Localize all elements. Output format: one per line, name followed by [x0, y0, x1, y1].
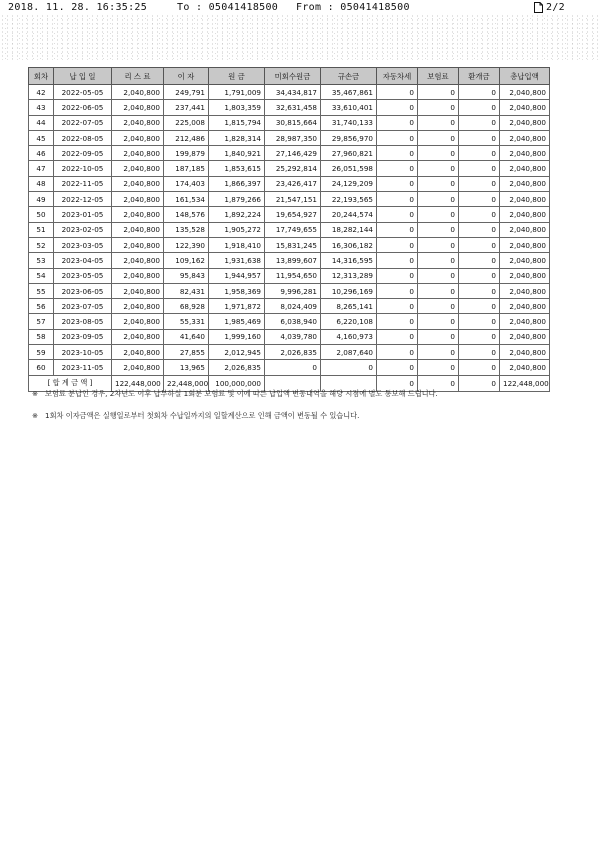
insurance-cell: 0	[418, 100, 459, 115]
car-tax-cell: 0	[377, 115, 418, 130]
fax-from: From : 05041418500	[296, 2, 410, 13]
rule-loss-cell: 31,740,133	[321, 115, 377, 130]
car-tax-cell: 0	[377, 222, 418, 237]
interest-cell: 13,965	[164, 360, 209, 375]
insurance-cell: 0	[418, 283, 459, 298]
unrecovered-principal-cell: 8,024,409	[265, 299, 321, 314]
total-payment-cell: 2,040,800	[500, 192, 550, 207]
insurance-cell: 0	[418, 222, 459, 237]
payment-date-cell: 2023-10-05	[54, 345, 112, 360]
insurance-cell: 0	[418, 130, 459, 145]
table-row	[29, 283, 550, 298]
table-row	[29, 268, 550, 283]
lease-fee-cell: 2,040,800	[112, 237, 164, 252]
header-cell: 회차	[29, 68, 54, 85]
car-tax-cell: 0	[377, 100, 418, 115]
car-tax-cell: 0	[377, 237, 418, 252]
unrecovered-principal-cell: 0	[265, 360, 321, 375]
principal-cell: 1,866,397	[209, 176, 265, 191]
car-tax-cell: 0	[377, 130, 418, 145]
rule-loss-cell: 12,313,289	[321, 268, 377, 283]
refund-cell: 0	[459, 268, 500, 283]
unrecovered-principal-cell: 2,026,835	[265, 345, 321, 360]
total-interest: 22,448,000	[164, 375, 209, 391]
interest-cell: 225,008	[164, 115, 209, 130]
payment-date-cell: 2023-01-05	[54, 207, 112, 222]
rule-loss-cell: 27,960,821	[321, 146, 377, 161]
principal-cell: 1,791,009	[209, 85, 265, 100]
payment-date-cell: 2023-11-05	[54, 360, 112, 375]
table-row	[29, 207, 550, 222]
principal-cell: 1,803,359	[209, 100, 265, 115]
principal-cell: 1,828,314	[209, 130, 265, 145]
car-tax-cell: 0	[377, 85, 418, 100]
rule-loss-cell: 33,610,401	[321, 100, 377, 115]
interest-cell: 135,528	[164, 222, 209, 237]
payment-date-cell: 2022-10-05	[54, 161, 112, 176]
lease-fee-cell: 2,040,800	[112, 268, 164, 283]
total-payment-cell: 2,040,800	[500, 253, 550, 268]
note-mark: ※	[32, 389, 39, 398]
interest-cell: 95,843	[164, 268, 209, 283]
car-tax-cell: 0	[377, 329, 418, 344]
payment-date-cell: 2023-03-05	[54, 237, 112, 252]
rule-loss-cell: 20,244,574	[321, 207, 377, 222]
rule-loss-cell: 14,316,595	[321, 253, 377, 268]
unrecovered-principal-cell: 17,749,655	[265, 222, 321, 237]
header-cell: 납 입 일	[54, 68, 112, 85]
header-cell: 리 스 료	[112, 68, 164, 85]
lease-fee-cell: 2,040,800	[112, 192, 164, 207]
payment-date-cell: 2023-09-05	[54, 329, 112, 344]
principal-cell: 1,971,872	[209, 299, 265, 314]
rule-loss-cell: 18,282,144	[321, 222, 377, 237]
refund-cell: 0	[459, 85, 500, 100]
lease-fee-cell: 2,040,800	[112, 329, 164, 344]
table-row	[29, 130, 550, 145]
interest-cell: 55,331	[164, 314, 209, 329]
principal-cell: 1,892,224	[209, 207, 265, 222]
lease-fee-cell: 2,040,800	[112, 115, 164, 130]
lease-fee-cell: 2,040,800	[112, 100, 164, 115]
installment-no-cell: 49	[29, 192, 54, 207]
car-tax-cell: 0	[377, 268, 418, 283]
table-body	[29, 85, 550, 376]
insurance-cell: 0	[418, 85, 459, 100]
refund-cell: 0	[459, 161, 500, 176]
insurance-cell: 0	[418, 161, 459, 176]
principal-cell: 1,853,615	[209, 161, 265, 176]
rule-loss-cell: 10,296,169	[321, 283, 377, 298]
rule-loss-cell: 6,220,108	[321, 314, 377, 329]
total-payment-cell: 2,040,800	[500, 100, 550, 115]
total-payment-cell: 2,040,800	[500, 360, 550, 375]
rule-loss-cell: 4,160,973	[321, 329, 377, 344]
installment-no-cell: 52	[29, 237, 54, 252]
table-row	[29, 314, 550, 329]
rule-loss-cell: 35,467,861	[321, 85, 377, 100]
insurance-cell: 0	[418, 207, 459, 222]
insurance-cell: 0	[418, 192, 459, 207]
installment-no-cell: 47	[29, 161, 54, 176]
principal-cell: 2,012,945	[209, 345, 265, 360]
fax-to: To : 05041418500	[177, 2, 279, 13]
lease-fee-cell: 2,040,800	[112, 130, 164, 145]
note-text: 1회차 이자금액은 실행일로부터 첫회차 수납일까지의 일할계산으로 인해 금액이 변동될 수 있습니다.	[45, 411, 360, 420]
interest-cell: 187,185	[164, 161, 209, 176]
unrecovered-principal-cell: 28,987,350	[265, 130, 321, 145]
payment-date-cell: 2022-07-05	[54, 115, 112, 130]
table-row	[29, 161, 550, 176]
interest-cell: 199,879	[164, 146, 209, 161]
payment-date-cell: 2022-11-05	[54, 176, 112, 191]
note-text: 보험료 분납인 경우, 2차년도 이후 납부하실 1회분 보험료 및 이에 따른 납입액 변동내역을 해당 시점에 별도 통보해 드립니다.	[45, 389, 438, 398]
lease-fee-cell: 2,040,800	[112, 345, 164, 360]
unrecovered-principal-cell: 27,146,429	[265, 146, 321, 161]
note-insurance	[32, 389, 438, 399]
installment-no-cell: 42	[29, 85, 54, 100]
car-tax-cell: 0	[377, 360, 418, 375]
payment-date-cell: 2023-04-05	[54, 253, 112, 268]
insurance-cell: 0	[418, 176, 459, 191]
total-payment-cell: 2,040,800	[500, 283, 550, 298]
installment-no-cell: 59	[29, 345, 54, 360]
principal-cell: 1,840,921	[209, 146, 265, 161]
lease-fee-cell: 2,040,800	[112, 360, 164, 375]
car-tax-cell: 0	[377, 253, 418, 268]
refund-cell: 0	[459, 360, 500, 375]
table-row	[29, 222, 550, 237]
total-payment-cell: 2,040,800	[500, 222, 550, 237]
total-principal: 100,000,000	[209, 375, 265, 391]
principal-cell: 1,999,160	[209, 329, 265, 344]
principal-cell: 1,985,469	[209, 314, 265, 329]
principal-cell: 1,931,638	[209, 253, 265, 268]
table-row	[29, 329, 550, 344]
lease-fee-cell: 2,040,800	[112, 253, 164, 268]
payment-date-cell: 2022-05-05	[54, 85, 112, 100]
principal-cell: 1,944,957	[209, 268, 265, 283]
payment-date-cell: 2022-06-05	[54, 100, 112, 115]
unrecovered-principal-cell: 19,654,927	[265, 207, 321, 222]
interest-cell: 68,928	[164, 299, 209, 314]
table-row	[29, 253, 550, 268]
total-payment-cell: 2,040,800	[500, 345, 550, 360]
installment-no-cell: 48	[29, 176, 54, 191]
fax-noise-2	[0, 14, 600, 60]
unrecovered-principal-cell: 4,039,780	[265, 329, 321, 344]
unrecovered-principal-cell: 34,434,817	[265, 85, 321, 100]
total-lease: 122,448,000	[112, 375, 164, 391]
unrecovered-principal-cell: 11,954,650	[265, 268, 321, 283]
unrecovered-principal-cell: 9,996,281	[265, 283, 321, 298]
unrecovered-principal-cell: 21,547,151	[265, 192, 321, 207]
total-payment-cell: 2,040,800	[500, 268, 550, 283]
total-payment-cell: 2,040,800	[500, 85, 550, 100]
car-tax-cell: 0	[377, 146, 418, 161]
table-row	[29, 360, 550, 375]
insurance-cell: 0	[418, 314, 459, 329]
refund-cell: 0	[459, 345, 500, 360]
insurance-cell: 0	[418, 345, 459, 360]
insurance-cell: 0	[418, 237, 459, 252]
table-row	[29, 345, 550, 360]
total-payment-cell: 2,040,800	[500, 207, 550, 222]
car-tax-cell: 0	[377, 345, 418, 360]
car-tax-cell: 0	[377, 161, 418, 176]
unrecovered-principal-cell: 30,815,664	[265, 115, 321, 130]
unrecovered-principal-cell: 25,292,814	[265, 161, 321, 176]
total-insurance: 0	[418, 375, 459, 391]
payment-schedule-table	[28, 67, 550, 392]
payment-date-cell: 2023-05-05	[54, 268, 112, 283]
payment-date-cell: 2023-08-05	[54, 314, 112, 329]
lease-fee-cell: 2,040,800	[112, 299, 164, 314]
interest-cell: 237,441	[164, 100, 209, 115]
fax-datetime: 2018. 11. 28. 16:35:25	[8, 2, 148, 13]
installment-no-cell: 55	[29, 283, 54, 298]
table-row	[29, 299, 550, 314]
header-cell: 총납입액	[500, 68, 550, 85]
interest-cell: 161,534	[164, 192, 209, 207]
principal-cell: 2,026,835	[209, 360, 265, 375]
table-row	[29, 192, 550, 207]
lease-fee-cell: 2,040,800	[112, 85, 164, 100]
installment-no-cell: 50	[29, 207, 54, 222]
installment-no-cell: 44	[29, 115, 54, 130]
lease-fee-cell: 2,040,800	[112, 283, 164, 298]
installment-no-cell: 54	[29, 268, 54, 283]
unrecovered-principal-cell: 6,038,940	[265, 314, 321, 329]
installment-no-cell: 60	[29, 360, 54, 375]
interest-cell: 212,486	[164, 130, 209, 145]
total-payment: 122,448,000	[500, 375, 550, 391]
insurance-cell: 0	[418, 115, 459, 130]
refund-cell: 0	[459, 237, 500, 252]
refund-cell: 0	[459, 329, 500, 344]
installment-no-cell: 57	[29, 314, 54, 329]
installment-no-cell: 56	[29, 299, 54, 314]
header-cell: 미회수원금	[265, 68, 321, 85]
total-payment-cell: 2,040,800	[500, 115, 550, 130]
car-tax-cell: 0	[377, 192, 418, 207]
installment-no-cell: 53	[29, 253, 54, 268]
header-cell: 이 자	[164, 68, 209, 85]
insurance-cell: 0	[418, 146, 459, 161]
total-car-tax: 0	[377, 375, 418, 391]
refund-cell: 0	[459, 253, 500, 268]
refund-cell: 0	[459, 176, 500, 191]
principal-cell: 1,815,794	[209, 115, 265, 130]
header-cell: 원 금	[209, 68, 265, 85]
header-cell: 자동차세	[377, 68, 418, 85]
note-interest	[32, 411, 359, 421]
unrecovered-principal-cell: 15,831,245	[265, 237, 321, 252]
lease-fee-cell: 2,040,800	[112, 314, 164, 329]
refund-cell: 0	[459, 222, 500, 237]
car-tax-cell: 0	[377, 283, 418, 298]
interest-cell: 174,403	[164, 176, 209, 191]
refund-cell: 0	[459, 192, 500, 207]
unrecovered-principal-cell: 23,426,417	[265, 176, 321, 191]
insurance-cell: 0	[418, 299, 459, 314]
rule-loss-cell: 26,051,598	[321, 161, 377, 176]
interest-cell: 82,431	[164, 283, 209, 298]
rule-loss-cell: 0	[321, 360, 377, 375]
total-label: [ 합 계 금 액 ]	[29, 375, 112, 391]
principal-cell: 1,905,272	[209, 222, 265, 237]
refund-cell: 0	[459, 283, 500, 298]
installment-no-cell: 46	[29, 146, 54, 161]
interest-cell: 249,791	[164, 85, 209, 100]
car-tax-cell: 0	[377, 299, 418, 314]
installment-no-cell: 51	[29, 222, 54, 237]
header-cell: 규손금	[321, 68, 377, 85]
insurance-cell: 0	[418, 268, 459, 283]
total-payment-cell: 2,040,800	[500, 237, 550, 252]
lease-fee-cell: 2,040,800	[112, 176, 164, 191]
unrecovered-principal-cell: 32,631,458	[265, 100, 321, 115]
total-payment-cell: 2,040,800	[500, 329, 550, 344]
refund-cell: 0	[459, 130, 500, 145]
table-header-row	[29, 68, 550, 85]
table-row	[29, 146, 550, 161]
rule-loss-cell: 24,129,209	[321, 176, 377, 191]
payment-date-cell: 2022-08-05	[54, 130, 112, 145]
refund-cell: 0	[459, 314, 500, 329]
total-payment-cell: 2,040,800	[500, 299, 550, 314]
interest-cell: 27,855	[164, 345, 209, 360]
interest-cell: 148,576	[164, 207, 209, 222]
refund-cell: 0	[459, 115, 500, 130]
table-row	[29, 176, 550, 191]
rule-loss-cell: 16,306,182	[321, 237, 377, 252]
payment-date-cell: 2023-07-05	[54, 299, 112, 314]
payment-date-cell: 2022-09-05	[54, 146, 112, 161]
payment-date-cell: 2023-06-05	[54, 283, 112, 298]
total-payment-cell: 2,040,800	[500, 130, 550, 145]
payment-date-cell: 2023-02-05	[54, 222, 112, 237]
rule-loss-cell: 2,087,640	[321, 345, 377, 360]
fax-page-number: 2/2	[546, 2, 565, 13]
payment-date-cell: 2022-12-05	[54, 192, 112, 207]
table-row	[29, 115, 550, 130]
rule-loss-cell: 29,856,970	[321, 130, 377, 145]
lease-fee-cell: 2,040,800	[112, 146, 164, 161]
interest-cell: 109,162	[164, 253, 209, 268]
note-mark: ※	[32, 411, 39, 420]
interest-cell: 122,390	[164, 237, 209, 252]
total-payment-cell: 2,040,800	[500, 314, 550, 329]
total-refund: 0	[459, 375, 500, 391]
rule-loss-cell: 22,193,565	[321, 192, 377, 207]
total-payment-cell: 2,040,800	[500, 176, 550, 191]
refund-cell: 0	[459, 146, 500, 161]
car-tax-cell: 0	[377, 207, 418, 222]
unrecovered-principal-cell: 13,899,607	[265, 253, 321, 268]
total-payment-cell: 2,040,800	[500, 161, 550, 176]
installment-no-cell: 43	[29, 100, 54, 115]
lease-fee-cell: 2,040,800	[112, 222, 164, 237]
insurance-cell: 0	[418, 329, 459, 344]
refund-cell: 0	[459, 299, 500, 314]
lease-fee-cell: 2,040,800	[112, 161, 164, 176]
principal-cell: 1,879,266	[209, 192, 265, 207]
principal-cell: 1,918,410	[209, 237, 265, 252]
header-cell: 보험료	[418, 68, 459, 85]
interest-cell: 41,640	[164, 329, 209, 344]
table-row	[29, 237, 550, 252]
table-row	[29, 100, 550, 115]
refund-cell: 0	[459, 207, 500, 222]
car-tax-cell: 0	[377, 176, 418, 191]
table-row	[29, 85, 550, 100]
insurance-cell: 0	[418, 253, 459, 268]
insurance-cell: 0	[418, 360, 459, 375]
car-tax-cell: 0	[377, 314, 418, 329]
installment-no-cell: 58	[29, 329, 54, 344]
total-payment-cell: 2,040,800	[500, 146, 550, 161]
principal-cell: 1,958,369	[209, 283, 265, 298]
header-cell: 환개금	[459, 68, 500, 85]
rule-loss-cell: 8,265,141	[321, 299, 377, 314]
installment-no-cell: 45	[29, 130, 54, 145]
refund-cell: 0	[459, 100, 500, 115]
lease-fee-cell: 2,040,800	[112, 207, 164, 222]
